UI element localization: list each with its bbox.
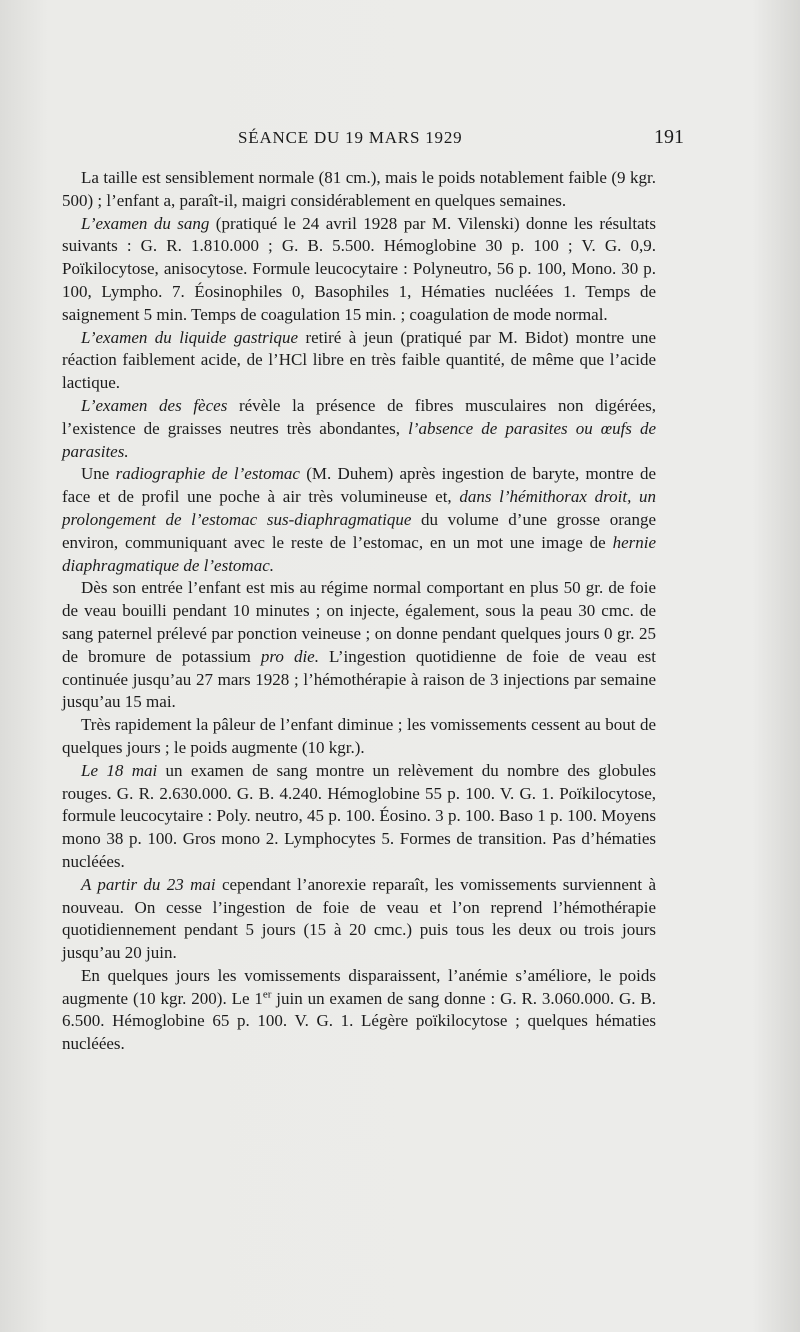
emphasis: l’absence de parasites ou œufs de parasites. [62,418,656,461]
paragraph-blood-exam: L’examen du sang (pratiqué le 24 avril 1928 par M. Vilenski) donne les résultats suivants : G. R. 1.810.000 ; G. B. 5.500. Hémoglobine 30 p. 100 ; V. G. 0,9. Poïkilocytose, anisocytose. Formule leucocytaire : Polyneutro, 56 p. 100, Mono. 30 p. 100, Lympho. 7. Éosinophiles 0, Basophiles 1, Hématies nucléées 1. Temps de saignement 5 min. Temps de coagulation 15 min. ; coagulation de mode normal. [62,213,656,324]
emphasis: radiographie de l’estomac [115,464,300,484]
page-number: 191 [654,126,684,148]
emphasis: dans l’hémithorax droit, un prolongement de l’estomac sus-diaphragmatique [62,487,656,529]
paragraph-radiography: Une radiographie de l’estomac (M. Duhem) après ingestion de baryte, montre de face et de profil une poche à air très volumineuse et, dans l’hémithorax droit, un prolongement de l’estomac sus-diaphragmatique du volume d’une grosse orange environ, communiquant avec le reste de l’estomac, en un mot une image de hernie diaphragmatique de l’estomac. [62,464,656,575]
paragraph-stool-exam: L’examen des fèces révèle la présence de fibres musculaires non digérées, l’existence de graisses neutres très abondantes, l’absence de parasites ou œufs de parasites. [62,395,656,461]
running-title: SÉANCE DU 19 MARS 1929 [238,128,463,147]
paragraph-lead: L’examen du liquide gastrique [81,327,299,347]
body-text [62,167,656,1056]
paragraph-lead: A partir du 23 mai [81,874,216,894]
paragraph-lead: Le 18 mai [81,760,158,780]
paragraph-stature: La taille est sensiblement normale (81 cm.), mais le poids notablement faible (9 kgr. 500) ; l’enfant a, paraît-il, maigri considérablement en quelques semaines. [62,168,656,210]
paragraph-june: En quelques jours les vomissements disparaissent, l’anémie s’améliore, le poids augmente (10 kgr. 200). Le 1er juin un examen de sang donne : G. R. 3.060.000. G. B. 6.500. Hémoglobine 65 p. 100. V. G. 1. Légère poïkilocytose ; quelques hématies nucléées. [62,965,656,1054]
paragraph-may-18: Le 18 mai un examen de sang montre un relèvement du nombre des globules rouges. G. R. 2.630.000. G. B. 4.240. Hémoglobine 55 p. 100. V. G. 1. Poïkilocytose, formule leucocytaire : Poly. neutro, 45 p. 100. Éosino. 3 p. 100. Baso 1 p. 100. Moyens mono 38 p. 100. Gros mono 2. Lymphocytes 5. Formes de transition. Pas d’hématies nucléées. [62,760,656,871]
paragraph-gastric-exam: L’examen du liquide gastrique retiré à jeun (pratiqué par M. Bidot) montre une réaction faiblement acide, de l’HCl libre en très faible quantité, de même que l’acide lactique. [62,327,656,393]
page-header [62,124,684,154]
paragraph-lead: L’examen des fèces [81,395,228,415]
paragraph-treatment: Dès son entrée l’enfant est mis au régime normal comportant en plus 50 gr. de foie de veau bouilli pendant 10 minutes ; on injecte, également, sous la peau 30 cmc. de sang paternel prélevé par ponction veineuse ; on donne pendant quelques jours 0 gr. 25 de bromure de potassium pro die. L’ingestion quotidienne de foie de veau est continuée jusqu’au 27 mars 1928 ; l’hémothérapie à raison de 3 injections par semaine jusqu’au 15 mai. [62,578,656,712]
emphasis: hernie diaphragmatique de l’estomac. [62,532,656,575]
paragraph-lead: L’examen du sang [81,213,210,233]
paragraph-may-23: A partir du 23 mai cependant l’anorexie reparaît, les vomissements surviennent à nouveau. On cesse l’ingestion de foie de veau et l’on reprend l’hémothérapie quotidiennement pendant 5 jours (15 à 20 cmc.) puis tous les deux ou trois jours jusqu’au 20 juin. [62,874,656,963]
paragraph-improvement: Très rapidement la pâleur de l’enfant diminue ; les vomissements cessent au bout de quelques jours ; le poids augmente (10 kgr.). [62,715,656,757]
superscript: er [262,988,272,1001]
emphasis: pro die. [260,646,319,666]
